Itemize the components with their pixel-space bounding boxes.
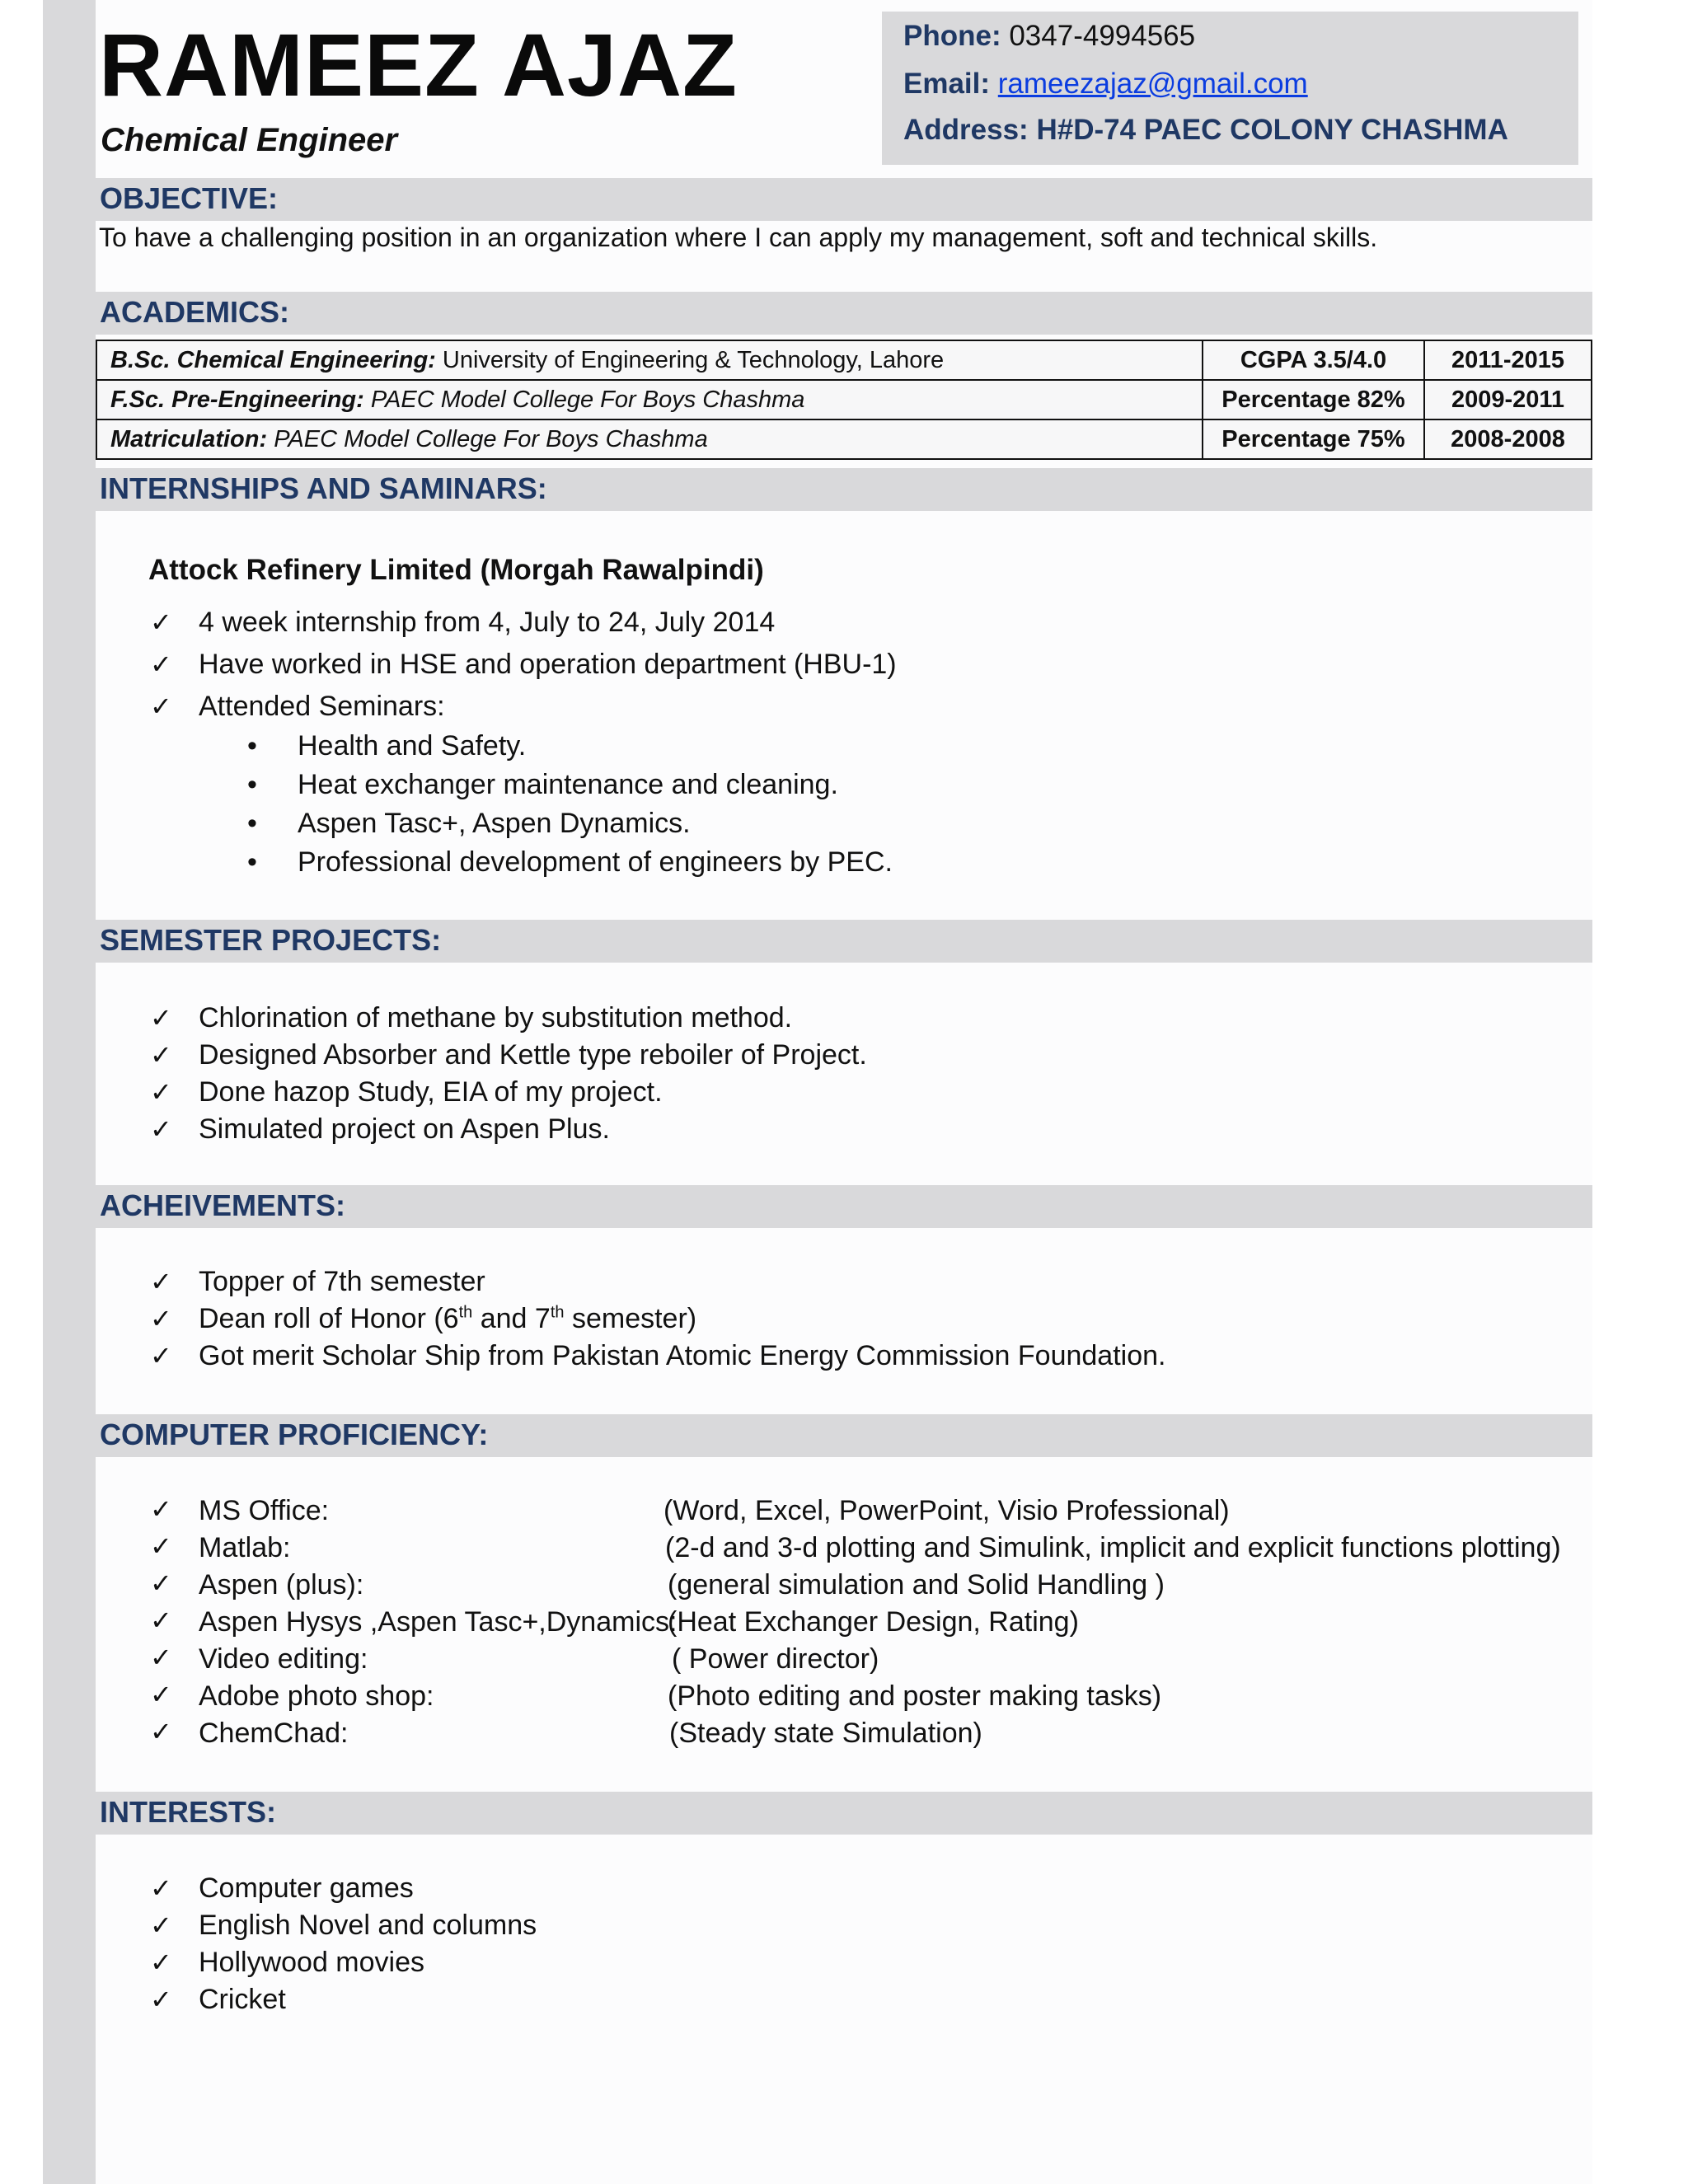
years-cell: 2011-2015 [1424, 340, 1592, 380]
list-item-text: Health and Safety. [298, 730, 527, 762]
degree-cell [96, 340, 1203, 380]
internships-section-bar [96, 468, 1592, 511]
skill-name: Matlab: [199, 1532, 291, 1563]
internship-organization: Attock Refinery Limited (Morgah Rawalpindi) [148, 554, 764, 586]
candidate-name: RAMEEZ AJAZ [99, 15, 738, 115]
achievements-heading: ACHEIVEMENTS: [100, 1188, 346, 1222]
check-icon: ✓ [150, 1040, 172, 1070]
phone-value: 0347-4994565 [1009, 20, 1196, 52]
contact-address [903, 114, 1508, 147]
check-icon: ✓ [150, 1985, 172, 2014]
skill-detail: (general simulation and Solid Handling ) [668, 1569, 1165, 1601]
text-part: and 7 [472, 1303, 551, 1334]
check-icon: ✓ [150, 1947, 172, 1977]
address-value: H#D-74 PAEC COLONY CHASHMA [1036, 114, 1508, 146]
email-label: Email: [903, 68, 991, 100]
achievements-section-bar [96, 1185, 1592, 1228]
check-icon: ✓ [150, 1304, 172, 1333]
interests-section-bar [96, 1792, 1592, 1835]
skill-name: Aspen Hysys ,Aspen Tasc+,Dynamics: [199, 1606, 678, 1638]
skill-name: Adobe photo shop: [199, 1680, 434, 1712]
list-item-text: Done hazop Study, EIA of my project. [199, 1076, 663, 1108]
email-link[interactable]: rameezajaz@gmail.com [997, 68, 1308, 100]
skill-detail: (2-d and 3-d plotting and Simulink, implicit and explicit functions plotting) [665, 1532, 1561, 1563]
list-item-text: Got merit Scholar Ship from Pakistan Atomic Energy Commission Foundation. [199, 1340, 1166, 1371]
list-item-text: Designed Absorber and Kettle type reboiler of Project. [199, 1039, 867, 1071]
contact-phone [903, 20, 1195, 53]
grade-cell: CGPA 3.5/4.0 [1203, 340, 1424, 380]
check-icon: ✓ [150, 1003, 172, 1033]
objective-heading: OBJECTIVE: [100, 181, 279, 215]
list-item-text: English Novel and columns [199, 1910, 537, 1941]
list-item-text: Topper of 7th semester [199, 1266, 485, 1297]
grade-cell: Percentage 82% [1203, 380, 1424, 419]
contact-email [903, 68, 1308, 101]
objective-text: To have a challenging position in an organization where I can apply my management, soft and technical skills. [99, 223, 1378, 252]
objective-section-bar [96, 178, 1592, 221]
list-item-text: Have worked in HSE and operation department (HBU-1) [199, 649, 897, 680]
phone-label: Phone: [903, 20, 1001, 52]
check-icon: ✓ [150, 649, 172, 679]
list-item-text [199, 1303, 696, 1335]
list-item-text: Heat exchanger maintenance and cleaning. [298, 769, 838, 800]
check-icon: ✓ [150, 1717, 172, 1746]
superscript: th [550, 1303, 565, 1322]
degree-cell [96, 380, 1203, 419]
list-item-text: 4 week internship from 4, July to 24, July 2014 [199, 607, 776, 638]
superscript: th [458, 1303, 473, 1322]
interests-heading: INTERESTS: [100, 1795, 277, 1829]
check-icon: ✓ [150, 1341, 172, 1371]
academics-section-bar [96, 292, 1592, 335]
list-item-text: Aspen Tasc+, Aspen Dynamics. [298, 808, 691, 839]
skill-detail: (Word, Excel, PowerPoint, Visio Professional) [663, 1495, 1230, 1526]
left-decorative-bar [43, 0, 96, 2184]
institution: PAEC Model College For Boys Chashma [274, 425, 708, 452]
skill-detail: (Steady state Simulation) [669, 1718, 982, 1749]
list-item-text: Hollywood movies [199, 1947, 424, 1978]
table-row [96, 380, 1592, 419]
list-item-text: Professional development of engineers by PEC. [298, 846, 893, 878]
computer-section-bar [96, 1414, 1592, 1457]
internships-heading: INTERNSHIPS AND SAMINARS: [100, 471, 547, 505]
table-row [96, 340, 1592, 380]
check-icon: ✓ [150, 1267, 172, 1296]
academics-table [96, 340, 1592, 460]
degree-name: B.Sc. Chemical Engineering: [110, 346, 436, 373]
degree-name: F.Sc. Pre-Engineering: [110, 386, 364, 413]
table-row [96, 419, 1592, 459]
text-part: semester) [564, 1303, 697, 1334]
years-cell: 2008-2008 [1424, 419, 1592, 459]
check-icon: ✓ [150, 691, 172, 721]
skill-detail: (Heat Exchanger Design, Rating) [668, 1606, 1079, 1638]
candidate-title: Chemical Engineer [101, 122, 398, 158]
skill-detail: ( Power director) [672, 1643, 879, 1675]
check-icon: ✓ [150, 1680, 172, 1709]
skill-detail: (Photo editing and poster making tasks) [668, 1680, 1162, 1712]
institution: PAEC Model College For Boys Chashma [370, 386, 805, 413]
computer-heading: COMPUTER PROFICIENCY: [100, 1418, 489, 1451]
check-icon: ✓ [150, 1494, 172, 1524]
skill-name: Aspen (plus): [199, 1569, 364, 1601]
academics-heading: ACADEMICS: [100, 295, 289, 329]
institution: University of Engineering & Technology, Lahore [442, 346, 945, 373]
bullet-icon: • [247, 846, 257, 878]
check-icon: ✓ [150, 1910, 172, 1940]
skill-name: MS Office: [199, 1495, 330, 1526]
check-icon: ✓ [150, 1531, 172, 1561]
bullet-icon: • [247, 769, 257, 800]
list-item-text: Computer games [199, 1872, 414, 1904]
skill-name: ChemChad: [199, 1718, 349, 1749]
check-icon: ✓ [150, 1077, 172, 1107]
check-icon: ✓ [150, 1643, 172, 1672]
check-icon: ✓ [150, 1605, 172, 1635]
list-item-text: Chlorination of methane by substitution method. [199, 1002, 793, 1033]
grade-cell: Percentage 75% [1203, 419, 1424, 459]
check-icon: ✓ [150, 1114, 172, 1144]
projects-section-bar [96, 920, 1592, 963]
bullet-icon: • [247, 730, 257, 762]
degree-cell [96, 419, 1203, 459]
check-icon: ✓ [150, 1873, 172, 1903]
check-icon: ✓ [150, 607, 172, 637]
degree-name: Matriculation: [110, 425, 268, 452]
text-part: Dean roll of Honor (6 [199, 1303, 459, 1334]
bullet-icon: • [247, 808, 257, 839]
check-icon: ✓ [150, 1568, 172, 1598]
years-cell: 2009-2011 [1424, 380, 1592, 419]
contact-box [882, 12, 1578, 165]
projects-heading: SEMESTER PROJECTS: [100, 923, 442, 957]
address-label: Address: [903, 114, 1029, 146]
list-item-text: Attended Seminars: [199, 691, 445, 722]
list-item-text: Simulated project on Aspen Plus. [199, 1113, 610, 1145]
skill-name: Video editing: [199, 1643, 368, 1675]
list-item-text: Cricket [199, 1984, 286, 2015]
